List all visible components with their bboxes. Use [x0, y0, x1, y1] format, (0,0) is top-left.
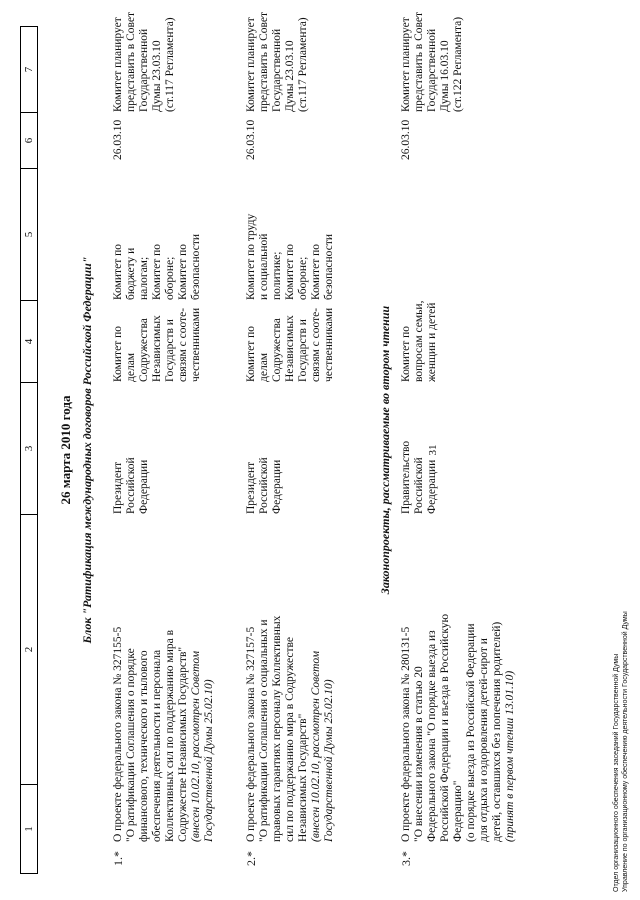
column-header-3: 3: [20, 382, 38, 514]
page-number: 31: [427, 444, 439, 456]
initiator-line: Федерации: [271, 459, 283, 514]
row-3-responsible-committee: [400, 292, 439, 382]
row-3-number: 3.*: [399, 851, 413, 866]
committee-line: Независимых: [284, 315, 296, 382]
row-2-co-committees: [245, 200, 336, 300]
co-committee-line: безопасности: [323, 233, 335, 300]
bill-note: Государственной Думы 25.02.10): [323, 679, 335, 842]
row-3-date: 26.03.10: [400, 119, 412, 160]
note-line: Государственной: [426, 28, 438, 112]
initiator-line: Российской: [125, 457, 137, 514]
note-line: Думы 23.03.10: [284, 40, 296, 112]
row-2-responsible-committee: [245, 300, 336, 382]
note-line: Комитет планирует: [112, 17, 124, 112]
column-header-4: 4: [20, 300, 38, 382]
session-date: 26 марта 2010 года: [58, 395, 73, 505]
initiator-line: Правительство: [400, 440, 412, 514]
bill-line: Федерацию": [452, 780, 464, 842]
note-line: Государственной: [138, 28, 150, 112]
column-header-5: 5: [20, 168, 38, 300]
row-3-note: [400, 0, 465, 112]
committee-line: женщин и детей: [426, 302, 438, 382]
initiator-line: Президент: [112, 461, 124, 514]
row-1-date: 26.03.10: [112, 119, 124, 160]
bill-line: О проекте федерального закона № 280131-5: [400, 626, 412, 842]
co-committee-line: бюджету и: [125, 247, 137, 300]
co-committee-line: политике;: [271, 251, 283, 300]
bill-line: финансового, технического и тылового: [138, 650, 150, 842]
initiator-line: Российской: [258, 457, 270, 514]
committee-line: Комитет по: [400, 326, 412, 382]
co-committee-line: Комитет по труду: [245, 213, 257, 300]
committee-line: чественниками: [190, 307, 202, 382]
bill-note: (внесен 10.02.10, рассмотрен Советом: [190, 650, 202, 842]
footer: [612, 611, 630, 892]
bill-line: обеспечения деятельности и персонала: [151, 649, 163, 842]
column-header-2: 2: [20, 514, 38, 784]
column-header-6: 6: [20, 112, 38, 168]
committee-line: Комитет по делам: [112, 326, 137, 382]
bill-note: (принят в первом чтении 13.01.10): [504, 670, 516, 842]
co-committee-line: обороне;: [164, 256, 176, 300]
bill-line: "О ратификации Соглашения о социальных и: [258, 619, 270, 842]
note-line: (ст.117 Регламента): [297, 17, 309, 112]
note-line: Думы 23.03.10: [151, 40, 163, 112]
section-title: Законопроекты, рассматриваемые во втором чтении: [378, 305, 392, 595]
note-line: представить в Совет: [125, 11, 137, 112]
note-line: (ст.122 Регламента): [452, 16, 464, 112]
initiator-line: Федерации: [426, 459, 438, 514]
co-committee-line: безопасности: [190, 233, 202, 300]
co-committee-line: и социальной: [258, 233, 270, 300]
row-1-co-committees: [112, 220, 203, 300]
row-3-bill: [400, 602, 517, 842]
committee-line: Государств и: [164, 319, 176, 382]
co-committee-line: Комитет по: [310, 244, 322, 300]
note-line: представить в Совет: [258, 11, 270, 112]
row-1-responsible-committee: [112, 300, 203, 382]
committee-line: Содружества: [271, 318, 283, 382]
initiator-line: Федерации: [138, 459, 150, 514]
bill-line: правовых гарантиях персоналу Коллективных: [271, 615, 283, 842]
row-3-initiator: [400, 394, 439, 514]
row-2-initiator: [245, 394, 284, 514]
bill-line: "О внесении изменения в статью 20: [413, 666, 425, 842]
committee-line: Содружества: [138, 318, 150, 382]
co-committee-line: Комитет по: [151, 244, 163, 300]
block-title: Блок "Ратификация международных договоров Российской Федерации": [80, 256, 94, 644]
column-header-1: 1: [20, 784, 38, 874]
row-1-initiator: [112, 394, 151, 514]
co-committee-line: Комитет по: [284, 244, 296, 300]
row-1-bill: [112, 617, 216, 842]
row-2-date: 26.03.10: [245, 119, 257, 160]
row-1-number: 1.*: [111, 851, 125, 866]
co-committee-line: Комитет по: [112, 244, 124, 300]
initiator-line: Российской: [413, 457, 425, 514]
bill-line: для отдыха и оздоровления детей-сирот и: [478, 638, 490, 842]
bill-note: (внесен 10.02.10, рассмотрен Советом: [310, 650, 322, 842]
bill-line: детей, оставшихся без попечения родителей): [491, 621, 503, 842]
note-line: Комитет планирует: [400, 17, 412, 112]
row-1-note: [112, 0, 177, 112]
committee-line: связям с соотe-: [177, 307, 189, 382]
footer-line: Управление по организационному обеспечению деятельности Государственной Думы: [622, 611, 629, 892]
note-line: представить в Совет: [413, 11, 425, 112]
committee-line: Независимых: [151, 315, 163, 382]
bill-note: Государственной Думы 25.02.10): [203, 679, 215, 842]
bill-line: Российской Федерации и въезда в Российскую: [439, 613, 451, 842]
co-committee-line: обороне;: [297, 256, 309, 300]
committee-line: связям с соотe-: [310, 307, 322, 382]
note-line: (ст.117 Регламента): [164, 17, 176, 112]
column-header-7: 7: [20, 26, 38, 112]
note-line: Думы 16.03.10: [439, 40, 451, 112]
bill-line: (о порядке выезда из Российской Федерации: [465, 623, 477, 842]
note-line: Комитет планирует: [245, 17, 257, 112]
bill-line: "О ратификации Соглашения о порядке: [125, 648, 137, 842]
row-2-note: [245, 0, 310, 112]
committee-line: Государств и: [297, 319, 309, 382]
bill-line: Содружестве Независимых Государств": [177, 646, 189, 842]
co-committee-line: налогам;: [138, 256, 150, 300]
note-line: Государственной: [271, 28, 283, 112]
footer-line: Отдел организационного обеспечения заседаний Государственной Думы: [613, 653, 620, 892]
committee-line: Комитет по делам: [245, 326, 270, 382]
bill-line: сил по поддержанию мира в Содружестве: [284, 637, 296, 842]
committee-line: вопросам семьи,: [413, 300, 425, 382]
row-2-bill: [245, 612, 336, 842]
co-committee-line: Комитет по: [177, 244, 189, 300]
bill-line: Федерального закона "О порядке выезда из: [426, 630, 438, 842]
initiator-line: Президент: [245, 461, 257, 514]
bill-line: Независимых Государств": [297, 713, 309, 842]
bill-line: Коллективных сил по поддержанию мира в: [164, 629, 176, 842]
bill-line: О проекте федерального закона № 327155-5: [112, 626, 124, 842]
row-2-number: 2.*: [244, 851, 258, 866]
bill-line: О проекте федерального закона № 327157-5: [245, 626, 257, 842]
committee-line: чественниками: [323, 307, 335, 382]
